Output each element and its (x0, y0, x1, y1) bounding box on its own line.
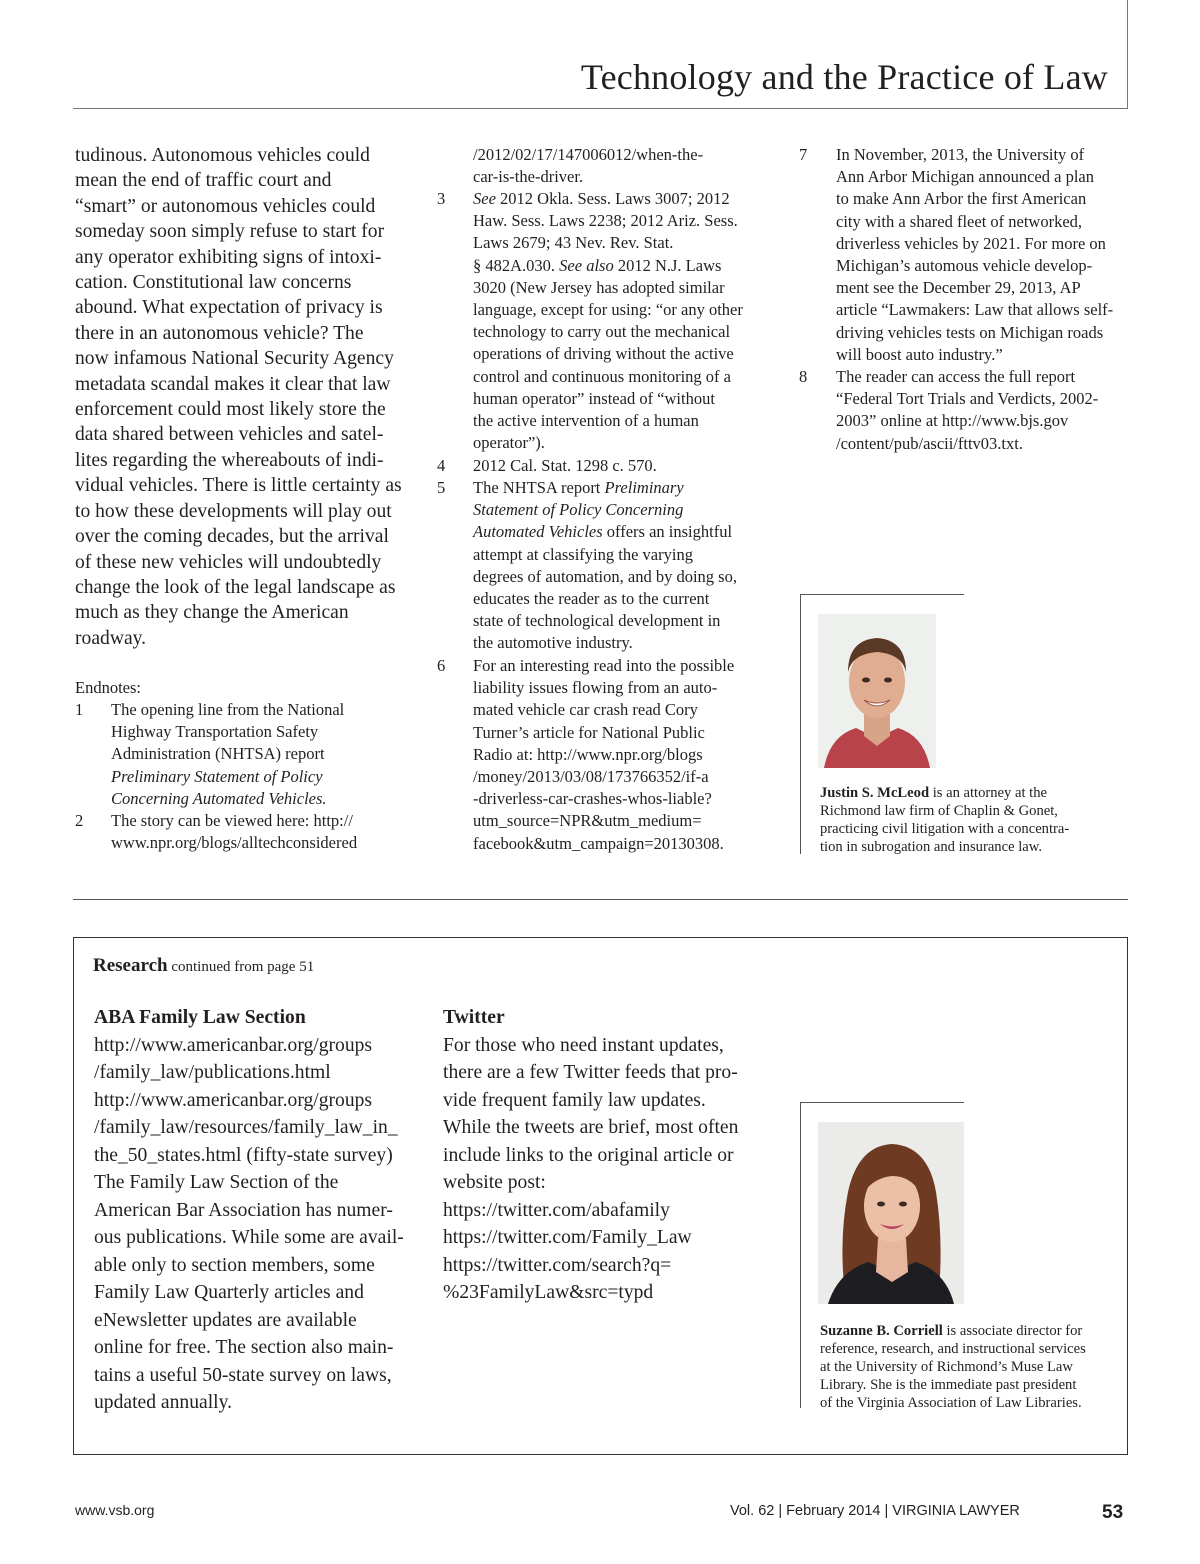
endnotes-label: Endnotes: (75, 678, 141, 697)
endnote-6: 6 For an interesting read into the possible liability issues flowing from an auto- mated vehicle car crash read Cory Turner’s article for National Public Radio at: http://www.npr.org/blogs /money/2013/03/08/173766352/if-a -driverless-car-crashes-whos-liable? utm_source=NPR&utm_medium= facebook&utm_campaign=20130308. (437, 656, 735, 853)
endnote-2-continued: /2012/02/17/147006012/when-the- car-is-the-driver. (473, 145, 704, 187)
endnote-5: 5 The NHTSA report Preliminary Statement of Policy Concerning Automated Vehicles offers an insightful attempt at classifying the varying degrees of automation, and by doing so, educates the reader as to the current state of technological development in the automotive industry. (437, 478, 737, 653)
research-right-column: Twitter For those who need instant updates, there are a few Twitter feeds that pro- vide frequent family law updates. While the tweets are brief, most often include links to the original article or website post: https://twitter.com/abafamily https://twitter.com/Family_Law https://twitter.com/search?q= %23FamilyLaw&src=typd (443, 1004, 738, 1307)
endnote-7: 7 In November, 2013, the University of Ann Arbor Michigan announced a plan to make Ann Arbor the first American city with a shared fleet of networked, driverless vehicles by 2021. For more on Michigan’s automous vehicle develop- ment see the December 29, 2013, AP article “Lawmakers: Law that allows self- driving vehicles tests on Michigan roads will boost auto industry.” (799, 145, 1114, 364)
body-line: much as they change the American (75, 602, 349, 624)
body-line: now infamous National Security Agency (75, 348, 394, 370)
author-portrait-icon (818, 1122, 964, 1304)
body-line: any operator exhibiting signs of intoxi- (75, 246, 382, 268)
endnote-number: 3 (437, 189, 446, 208)
endnote-number: 4 (437, 456, 446, 475)
body-line: data shared between vehicles and satel- (75, 424, 384, 446)
author-bio: Justin S. McLeod is an attorney at the Richmond law firm of Chaplin & Gonet, practicing civil litigation with a concentra- tion in subrogation and insurance law. (820, 785, 1070, 855)
body-line: someday soon simply refuse to start for (75, 221, 385, 243)
article-body (75, 143, 402, 651)
body-line: vidual vehicles. There is little certainty as (75, 475, 402, 497)
footer-website: www.vsb.org (75, 1502, 155, 1518)
footer-issue: Vol. 62 | February 2014 | VIRGINIA LAWYER (730, 1503, 1020, 1519)
endnote-number: 8 (799, 367, 808, 386)
body-line: abound. What expectation of privacy is (75, 297, 383, 319)
research-left-column: ABA Family Law Section http://www.americanbar.org/groups /family_law/publications.html http://www.americanbar.org/groups /family_law/resources/family_law_in_ the_50_states.html (fifty-state survey) The Family Law Section of the American Bar Association has numer- ous publications. While some are avail- able only to section members, some Family Law Quarterly articles and eNewsletter updates are available online for free. The section also main- tains a useful 50-state survey on laws, updated annually. (94, 1004, 404, 1417)
body-line: cation. Constitutional law concerns (75, 272, 352, 294)
section-divider (73, 899, 1128, 900)
endnote-number: 7 (799, 145, 808, 164)
endnote-number: 2 (75, 811, 84, 830)
body-line: tudinous. Autonomous vehicles could (75, 145, 370, 166)
author-photo (818, 614, 936, 768)
author-portrait-icon (818, 614, 936, 768)
endnote-3: 3 See 2012 Okla. Sess. Laws 3007; 2012 Haw. Sess. Laws 2238; 2012 Ariz. Sess. Laws 2679; 43 Nev. Rev. Stat. § 482A.030. See also 2012 N.J. Laws 3020 (New Jersey has adopted similar language, except for using: “or any other technology to carry out the mechanical operations of driving without the active control and continuous monitoring of a human operator” instead of “without the active intervention of a human operator”). (437, 189, 743, 453)
header-rule (73, 108, 1128, 109)
body-line: roadway. (75, 627, 147, 649)
body-line: to how these developments will play out (75, 500, 392, 522)
header-vertical-rule (1127, 0, 1128, 109)
body-line: there in an autonomous vehicle? The (75, 322, 364, 344)
body-line: over the coming decades, but the arrival (75, 526, 389, 548)
endnote-number: 6 (437, 656, 446, 675)
page-title: Technology and the Practice of Law (580, 57, 1108, 97)
author-name: Suzanne B. Corriell (820, 1323, 943, 1339)
endnote-number: 5 (437, 478, 446, 497)
body-line: of these new vehicles will undoubtedly (75, 551, 382, 573)
endnote-8: 8 The reader can access the full report “Federal Tort Trials and Verdicts, 2002- 2003” online at http://www.bjs.gov /content/pub/ascii/fttv03.txt. (799, 367, 1099, 453)
endnote-number: 1 (75, 700, 84, 719)
body-line: mean the end of traffic court and (75, 170, 332, 192)
endnote-4: 4 2012 Cal. Stat. 1298 c. 570. (437, 455, 777, 477)
body-line: metadata scandal makes it clear that law (75, 373, 391, 395)
author-bio: Suzanne B. Corriell is associate director for reference, research, and instructional services at the University of Richmond’s Muse Law Library. She is the immediate past president of the Virginia Association of Law Libraries. (820, 1323, 1086, 1411)
body-line: change the look of the legal landscape as (75, 576, 396, 598)
author-name: Justin S. McLeod (820, 785, 930, 801)
section-heading: ABA Family Law Section (94, 1007, 306, 1028)
page-number: 53 (1102, 1502, 1124, 1523)
endnote-1: 1 The opening line from the National Highway Transportation Safety Administration (NHTSA) report Preliminary Statement of Policy Concerning Automated Vehicles. (75, 700, 345, 808)
author-photo (818, 1122, 964, 1304)
body-line: enforcement could most likely store the (75, 399, 386, 421)
body-line: “smart” or autonomous vehicles could (75, 195, 376, 217)
body-line: lites regarding the whereabouts of indi- (75, 449, 384, 471)
endnote-2: 2 The story can be viewed here: http:// www.npr.org/blogs/alltechconsidered (75, 811, 358, 853)
section-heading: Twitter (443, 1007, 505, 1028)
research-heading: Research continued from page 51 (93, 955, 315, 976)
